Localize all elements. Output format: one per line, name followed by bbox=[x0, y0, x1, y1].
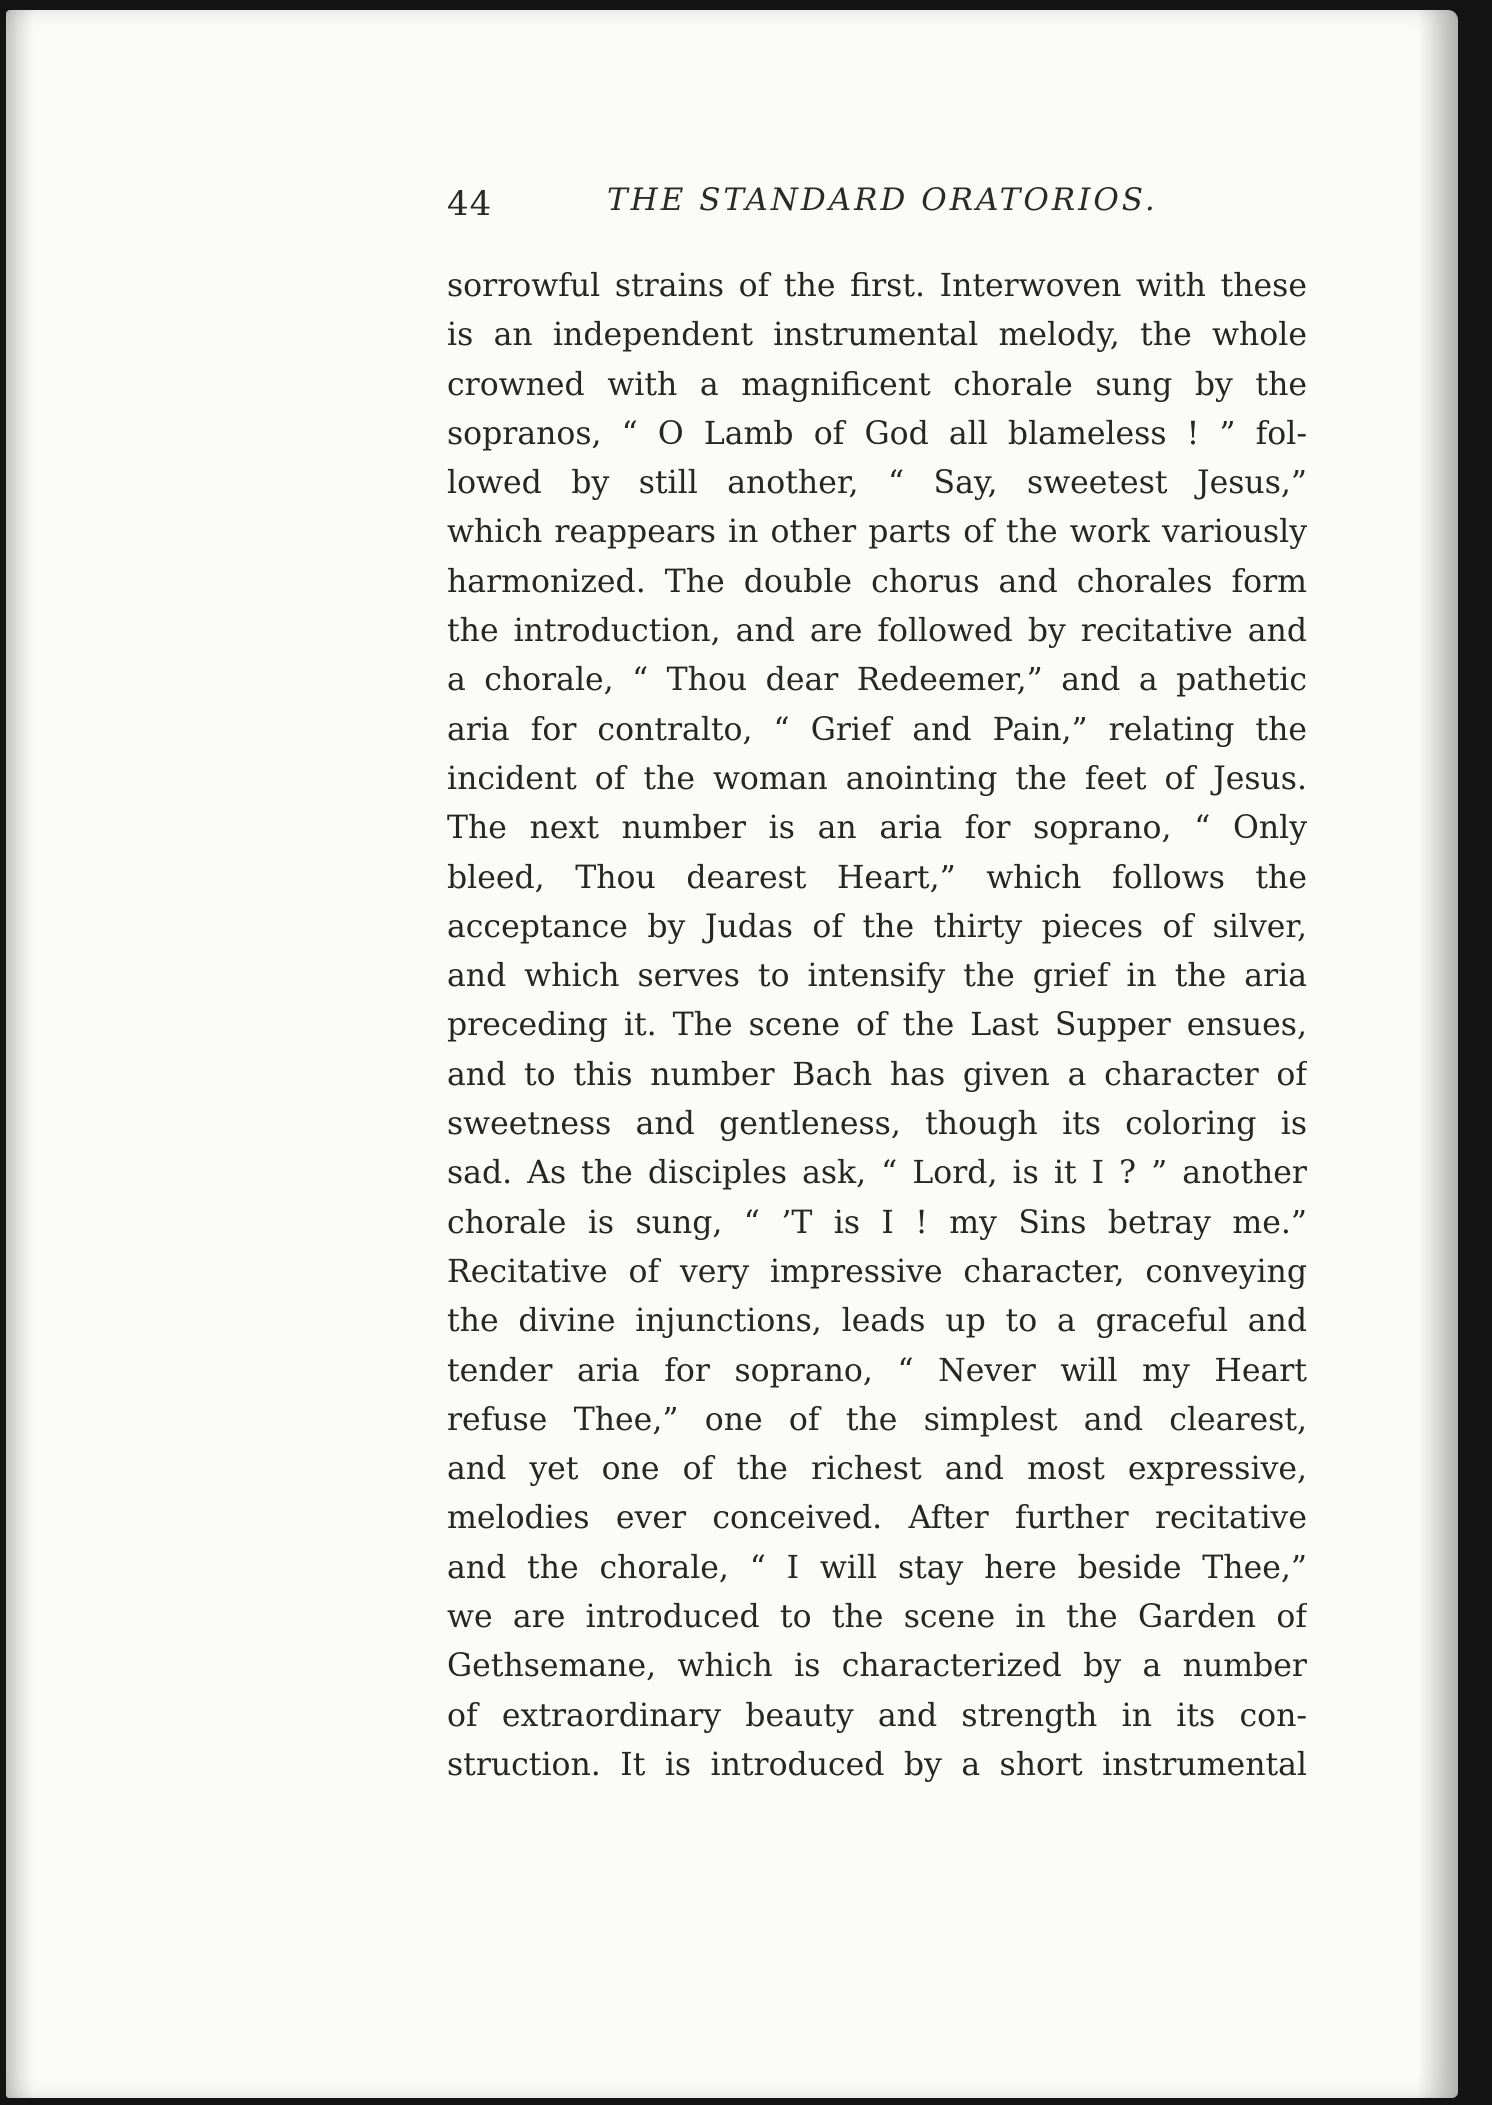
text-line: harmonized. The double chorus and chorales form bbox=[447, 563, 1307, 600]
text-line: is an independent instrumental melody, the whole bbox=[447, 317, 1307, 354]
text-line: chorale is sung, “ ’T is I ! my Sins betray me.” bbox=[447, 1204, 1307, 1241]
text-line: lowed by still another, “ Say, sweetest Jesus,” bbox=[447, 465, 1307, 502]
text-line: melodies ever conceived. After further recitative bbox=[447, 1500, 1307, 1537]
text-line: a chorale, “ Thou dear Redeemer,” and a pathetic bbox=[447, 662, 1307, 699]
page-edge-shadow bbox=[1418, 10, 1458, 2098]
text-line: acceptance by Judas of the thirty pieces of silver, bbox=[447, 908, 1307, 945]
text-line: we are introduced to the scene in the Garden of bbox=[447, 1599, 1307, 1636]
text-line: The next number is an aria for soprano, “ Only bbox=[447, 810, 1307, 847]
text-line: and yet one of the richest and most expressive, bbox=[447, 1451, 1307, 1488]
text-line: Gethsemane, which is characterized by a number bbox=[447, 1648, 1307, 1685]
page-number: 44 bbox=[447, 184, 493, 224]
text-line: and which serves to intensify the grief in the aria bbox=[447, 958, 1307, 995]
text-line: refuse Thee,” one of the simplest and clearest, bbox=[447, 1401, 1307, 1438]
text-line: sweetness and gentleness, though its coloring is bbox=[447, 1106, 1307, 1143]
spine-shadow bbox=[6, 10, 34, 2098]
text-line: and to this number Bach has given a character of bbox=[447, 1056, 1307, 1093]
text-line: which reappears in other parts of the work variously bbox=[447, 514, 1307, 551]
text-line: bleed, Thou dearest Heart,” which follows the bbox=[447, 859, 1307, 896]
text-line: of extraordinary beauty and strength in its con- bbox=[447, 1697, 1307, 1734]
text-line: preceding it. The scene of the Last Supper ensues, bbox=[447, 1007, 1307, 1044]
text-line: the divine injunctions, leads up to a graceful and bbox=[447, 1303, 1307, 1340]
text-line: aria for contralto, “ Grief and Pain,” relating the bbox=[447, 711, 1307, 748]
text-line: sorrowful strains of the first. Interwoven with these bbox=[447, 268, 1307, 304]
text-line: sopranos, “ O Lamb of God all blameless ! ” fol- bbox=[447, 415, 1307, 452]
running-title: THE STANDARD ORATORIOS. bbox=[607, 182, 1158, 218]
text-line: the introduction, and are followed by recitative and bbox=[447, 613, 1307, 650]
text-line: tender aria for soprano, “ Never will my Heart bbox=[447, 1352, 1307, 1389]
text-line: and the chorale, “ I will stay here beside Thee,” bbox=[447, 1549, 1307, 1586]
text-line: Recitative of very impressive character, conveying bbox=[447, 1253, 1307, 1290]
text-line: incident of the woman anointing the feet of Jesus. bbox=[447, 760, 1307, 797]
text-line: sad. As the disciples ask, “ Lord, is it I ? ” another bbox=[447, 1155, 1307, 1192]
running-header bbox=[447, 178, 1307, 228]
body-text bbox=[447, 262, 1307, 1790]
text-line: crowned with a magnificent chorale sung by the bbox=[447, 366, 1307, 403]
text-line: struction. It is introduced by a short instrumental bbox=[447, 1746, 1307, 1783]
